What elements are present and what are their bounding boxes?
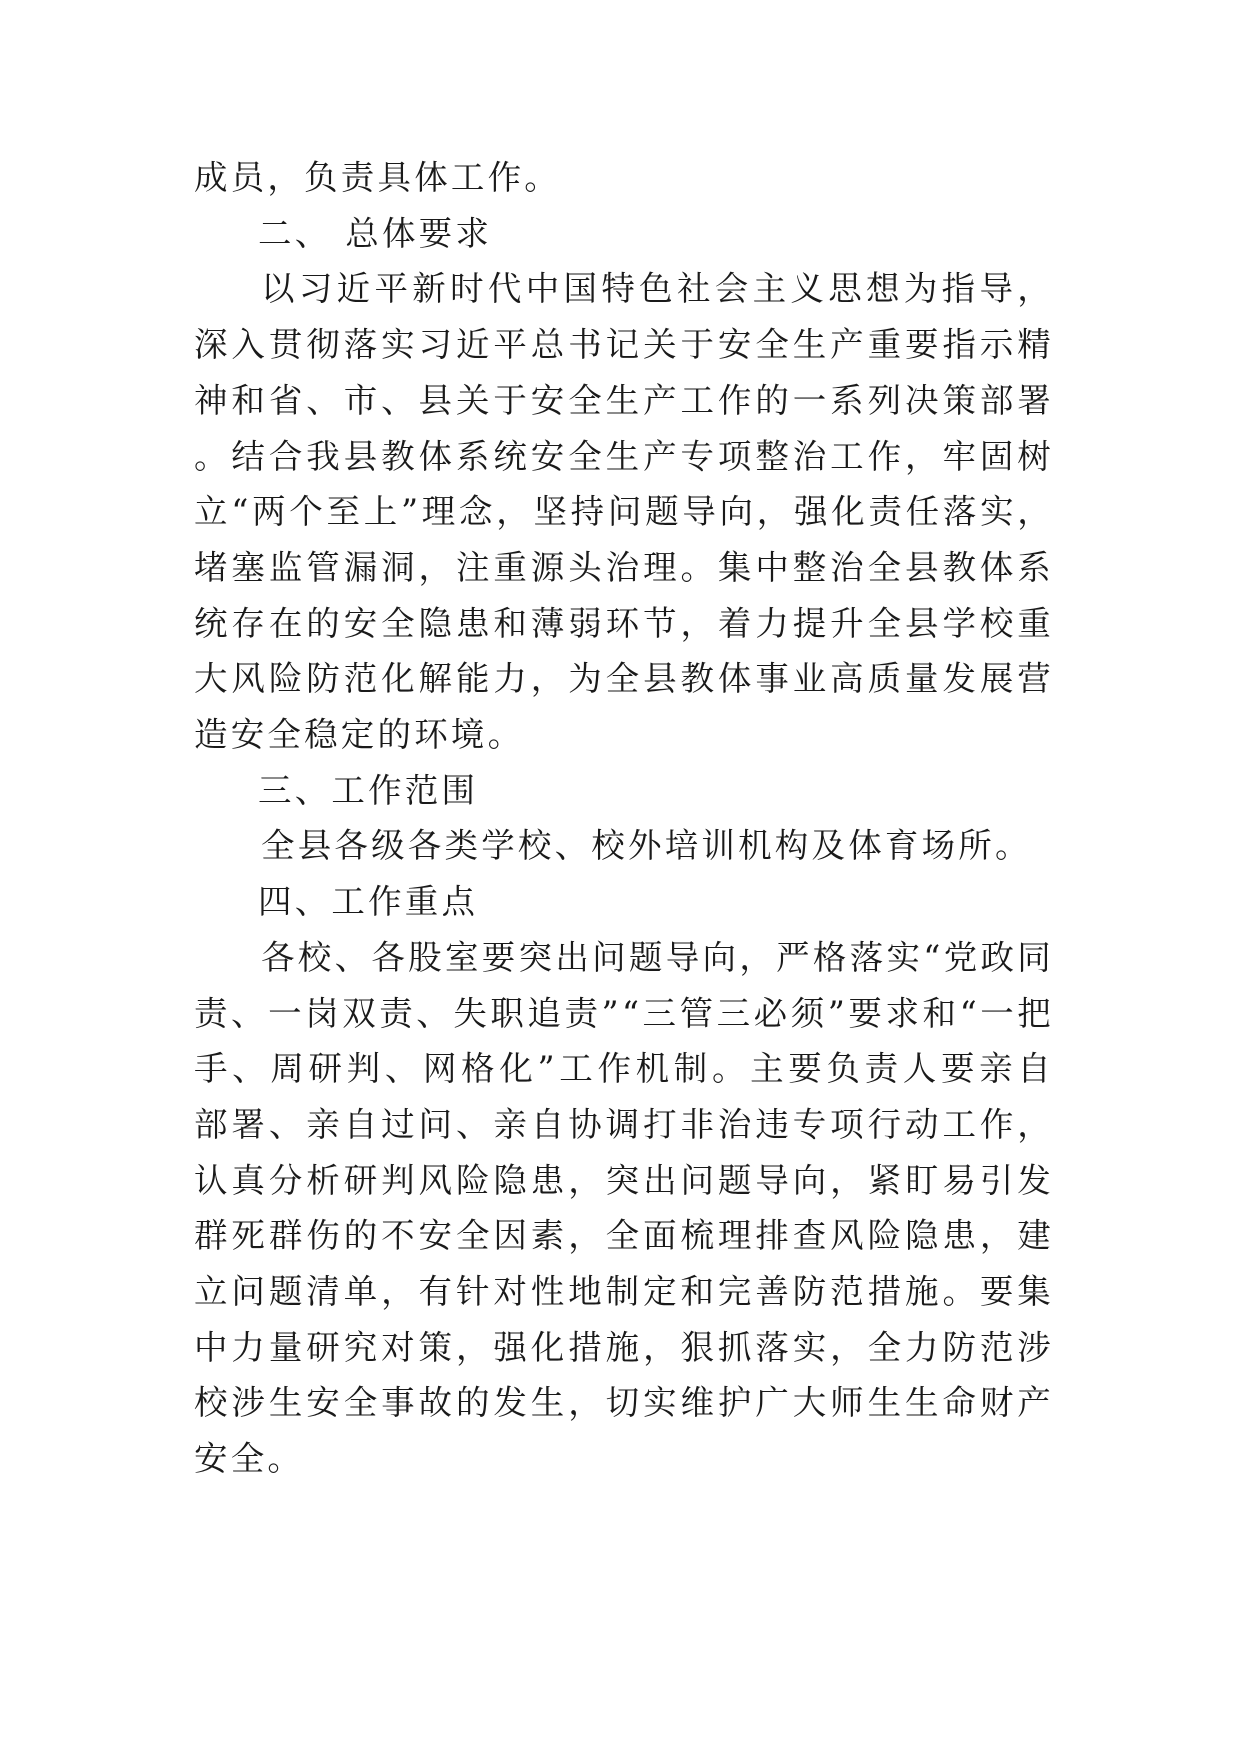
section-heading-4: 四、工作重点	[258, 882, 479, 922]
paragraph-work-scope: 全县各级各类学校、校外培训机构及体育场所。	[261, 826, 1032, 866]
section-heading-2: 二、 总体要求	[258, 213, 493, 253]
paragraph-work-focus: 各校、各股室要突出问题导向，严格落实“党政同责、一岗双责、失职追责”“三管三必须”要求和“一把手、周研判、网格化”工作机制。主要负责人要亲自部署、亲自过问、亲自协调打非治违专项行动工作，认真分析研判风险隐患，突出问题导向，紧盯易引发群死群伤的不安全因素，全面梳理排查风险隐患，建立问题清单，有针对性地制定和完善防范措施。要集中力量研究对策，强化措施，狠抓落实，全力防范涉校涉生安全事故的发生，切实维护广大师生生命财产安全。	[194, 937, 1054, 1479]
paragraph-continuation: 成员，负责具体工作。	[194, 158, 561, 197]
section-heading-3: 三、工作范围	[258, 770, 479, 810]
document-body	[194, 150, 1054, 1487]
paragraph-general-requirements: 以习近平新时代中国特色社会主义思想为指导，深入贯彻落实习近平总书记关于安全生产重要指示精神和省、市、县关于安全生产工作的一系列决策部署。结合我县教体系统安全生产专项整治工作，牢固树立“两个至上”理念，坚持问题导向，强化责任落实，堵塞监管漏洞，注重源头治理。集中整治全县教体系统存在的安全隐患和薄弱环节，着力提升全县学校重大风险防范化解能力，为全县教体事业高质量发展营造安全稳定的环境。	[194, 269, 1054, 755]
